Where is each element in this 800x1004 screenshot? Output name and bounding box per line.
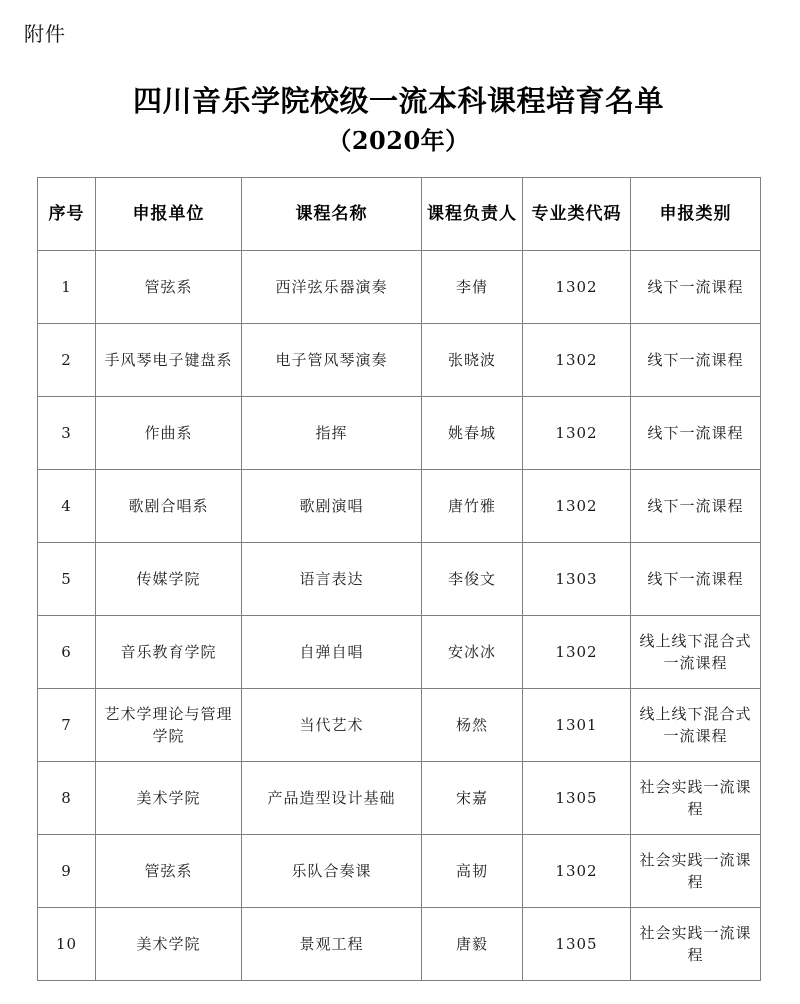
table-row bbox=[38, 689, 761, 762]
table-row bbox=[38, 324, 761, 397]
cell-major-code: 1305 bbox=[523, 762, 631, 835]
cell-index: 3 bbox=[38, 397, 96, 470]
cell-category: 线上线下混合式一流课程 bbox=[631, 616, 761, 689]
table-row bbox=[38, 543, 761, 616]
cell-course: 指挥 bbox=[242, 397, 422, 470]
cell-unit: 管弦系 bbox=[96, 835, 242, 908]
cell-index: 10 bbox=[38, 908, 96, 981]
cell-course: 景观工程 bbox=[242, 908, 422, 981]
cell-owner: 李俊文 bbox=[422, 543, 523, 616]
cell-unit: 歌剧合唱系 bbox=[96, 470, 242, 543]
cell-owner: 安冰冰 bbox=[422, 616, 523, 689]
cell-course: 当代艺术 bbox=[242, 689, 422, 762]
table-row bbox=[38, 470, 761, 543]
cell-category: 线下一流课程 bbox=[631, 251, 761, 324]
cell-unit: 艺术学理论与管理学院 bbox=[96, 689, 242, 762]
page-subtitle: （2020年） bbox=[327, 126, 470, 155]
cell-unit: 手风琴电子键盘系 bbox=[96, 324, 242, 397]
cell-major-code: 1301 bbox=[523, 689, 631, 762]
cell-owner: 李倩 bbox=[422, 251, 523, 324]
table-row bbox=[38, 762, 761, 835]
cell-course: 电子管风琴演奏 bbox=[242, 324, 422, 397]
column-header-major-code: 专业类代码 bbox=[523, 178, 631, 251]
column-header-owner: 课程负责人 bbox=[422, 178, 523, 251]
cell-index: 4 bbox=[38, 470, 96, 543]
cell-category: 线下一流课程 bbox=[631, 470, 761, 543]
cell-owner: 宋嘉 bbox=[422, 762, 523, 835]
cell-owner: 高韧 bbox=[422, 835, 523, 908]
cell-course: 歌剧演唱 bbox=[242, 470, 422, 543]
cell-owner: 张晓波 bbox=[422, 324, 523, 397]
course-list-table bbox=[37, 177, 761, 981]
cell-category: 社会实践一流课程 bbox=[631, 835, 761, 908]
attachment-label: 附件 bbox=[24, 24, 66, 46]
cell-category: 线下一流课程 bbox=[631, 397, 761, 470]
cell-category: 社会实践一流课程 bbox=[631, 762, 761, 835]
column-header-category: 申报类别 bbox=[631, 178, 761, 251]
table-row bbox=[38, 616, 761, 689]
cell-index: 2 bbox=[38, 324, 96, 397]
table-row bbox=[38, 908, 761, 981]
cell-course: 自弹自唱 bbox=[242, 616, 422, 689]
cell-major-code: 1302 bbox=[523, 324, 631, 397]
cell-unit: 音乐教育学院 bbox=[96, 616, 242, 689]
cell-course: 语言表达 bbox=[242, 543, 422, 616]
table-row bbox=[38, 397, 761, 470]
table-header bbox=[38, 178, 761, 251]
cell-index: 7 bbox=[38, 689, 96, 762]
column-header-course: 课程名称 bbox=[242, 178, 422, 251]
cell-major-code: 1302 bbox=[523, 397, 631, 470]
cell-category: 社会实践一流课程 bbox=[631, 908, 761, 981]
cell-index: 9 bbox=[38, 835, 96, 908]
cell-owner: 杨然 bbox=[422, 689, 523, 762]
course-list-table-wrapper bbox=[37, 177, 760, 981]
cell-major-code: 1302 bbox=[523, 251, 631, 324]
cell-index: 1 bbox=[38, 251, 96, 324]
table-header-row bbox=[38, 178, 761, 251]
cell-course: 西洋弦乐器演奏 bbox=[242, 251, 422, 324]
title-block bbox=[37, 82, 760, 158]
cell-category: 线上线下混合式一流课程 bbox=[631, 689, 761, 762]
cell-owner: 姚春城 bbox=[422, 397, 523, 470]
cell-index: 5 bbox=[38, 543, 96, 616]
cell-owner: 唐毅 bbox=[422, 908, 523, 981]
cell-owner: 唐竹雅 bbox=[422, 470, 523, 543]
cell-major-code: 1302 bbox=[523, 616, 631, 689]
cell-unit: 传媒学院 bbox=[96, 543, 242, 616]
table-row bbox=[38, 251, 761, 324]
cell-category: 线下一流课程 bbox=[631, 543, 761, 616]
cell-course: 乐队合奏课 bbox=[242, 835, 422, 908]
cell-unit: 作曲系 bbox=[96, 397, 242, 470]
cell-index: 8 bbox=[38, 762, 96, 835]
cell-major-code: 1302 bbox=[523, 835, 631, 908]
table-body bbox=[38, 251, 761, 981]
cell-unit: 管弦系 bbox=[96, 251, 242, 324]
table-row bbox=[38, 835, 761, 908]
cell-course: 产品造型设计基础 bbox=[242, 762, 422, 835]
column-header-unit: 申报单位 bbox=[96, 178, 242, 251]
cell-unit: 美术学院 bbox=[96, 762, 242, 835]
cell-category: 线下一流课程 bbox=[631, 324, 761, 397]
column-header-index: 序号 bbox=[38, 178, 96, 251]
cell-unit: 美术学院 bbox=[96, 908, 242, 981]
cell-major-code: 1303 bbox=[523, 543, 631, 616]
page-title: 四川音乐学院校级一流本科课程培育名单 bbox=[132, 84, 664, 118]
cell-index: 6 bbox=[38, 616, 96, 689]
cell-major-code: 1305 bbox=[523, 908, 631, 981]
cell-major-code: 1302 bbox=[523, 470, 631, 543]
